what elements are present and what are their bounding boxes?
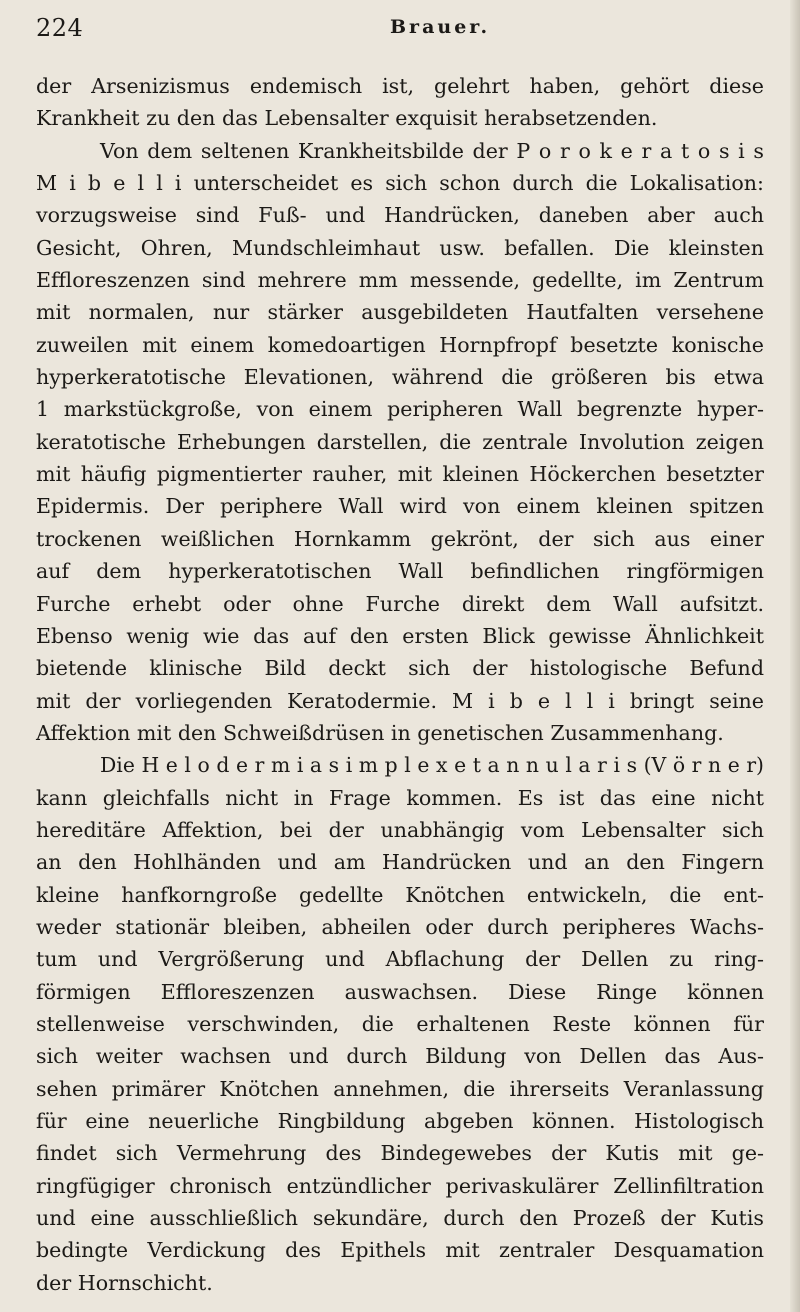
text-line: tum und Vergrößerung und Abflachung der Dellen zu ring-	[36, 947, 764, 972]
text-line: Die H e l o d e r m i a s i m p l e x e t a n n u l a r i s (V ö r n e r)	[100, 753, 764, 778]
text-line: 1 markstückgroße, von einem peripheren Wall begrenzte hyper-	[36, 397, 764, 422]
text-line: M i b e l l i unterscheidet es sich schon durch die Lokalisation:	[36, 171, 764, 196]
text-line: mit normalen, nur stärker ausgebildeten Hautfalten versehene	[36, 300, 764, 325]
text-line: ringfügiger chronisch entzündlicher perivaskulärer Zellinfiltration	[36, 1173, 764, 1198]
text-line: sehen primärer Knötchen annehmen, die ihrerseits Veranlassung	[36, 1076, 764, 1101]
text-line: förmigen Effloreszenzen auswachsen. Diese Ringe können	[36, 979, 764, 1004]
running-head: Brauer.	[390, 16, 491, 38]
text-line: hereditäre Affektion, bei der unabhängig vom Lebensalter sich	[36, 817, 764, 842]
text-line: vorzugsweise sind Fuß- und Handrücken, daneben aber auch	[36, 203, 764, 228]
text-line: Gesicht, Ohren, Mundschleimhaut usw. befallen. Die kleinsten	[36, 235, 764, 260]
text-line: Affektion mit den Schweißdrüsen in genetischen Zusammenhang.	[36, 720, 724, 745]
text-line: für eine neuerliche Ringbildung abgeben können. Histologisch	[36, 1109, 764, 1133]
text-line: mit der vorliegenden Keratodermie. M i b e l l i bringt seine	[36, 688, 764, 713]
text-line: Furche erhebt oder ohne Furche direkt dem Wall aufsitzt.	[36, 591, 764, 616]
text-line: bedingte Verdickung des Epithels mit zentraler Desquamation	[36, 1238, 764, 1263]
text-line: und eine ausschließlich sekundäre, durch den Prozeß der Kutis	[36, 1206, 764, 1231]
text-line: Epidermis. Der periphere Wall wird von einem kleinen spitzen	[36, 494, 764, 519]
text-line: kann gleichfalls nicht in Frage kommen. Es ist das eine nicht	[36, 785, 764, 810]
page-number: 224	[36, 14, 84, 42]
text-line: Ebenso wenig wie das auf den ersten Blick gewisse Ähnlichkeit	[36, 623, 764, 648]
text-line: weder stationär bleiben, abheilen oder durch peripheres Wachs-	[36, 914, 764, 939]
text-line: zuweilen mit einem komedoartigen Hornpfropf besetzte konische	[36, 332, 764, 357]
text-line: trockenen weißlichen Hornkamm gekrönt, der sich aus einer	[36, 526, 764, 551]
text-line: der Arsenizismus endemisch ist, gelehrt haben, gehört diese	[36, 74, 764, 98]
text-line: findet sich Vermehrung des Bindegewebes der Kutis mit ge-	[36, 1141, 764, 1166]
text-line: sich weiter wachsen und durch Bildung von Dellen das Aus-	[36, 1044, 764, 1069]
page-header	[36, 14, 760, 46]
text-line: Effloreszenzen sind mehrere mm messende, gedellte, im Zentrum	[36, 268, 764, 293]
text-line: keratotische Erhebungen darstellen, die zentrale Involution zeigen	[36, 429, 764, 454]
text-line: stellenweise verschwinden, die erhaltenen Reste können für	[36, 1011, 764, 1036]
text-line: an den Hohlhänden und am Handrücken und an den Fingern	[36, 850, 764, 875]
body-text	[36, 70, 764, 1299]
page-edge-shadow	[790, 0, 800, 1312]
text-line: Krankheit zu den das Lebensalter exquisit herabsetzenden.	[36, 106, 658, 131]
text-line: der Hornschicht.	[36, 1270, 213, 1295]
text-line: Von dem seltenen Krankheitsbilde der P o r o k e r a t o s i s	[100, 138, 764, 163]
text-line: kleine hanfkorngroße gedellte Knötchen entwickeln, die ent-	[36, 882, 764, 907]
text-line: auf dem hyperkeratotischen Wall befindlichen ringförmigen	[36, 559, 764, 584]
text-line: mit häufig pigmentierter rauher, mit kleinen Höckerchen besetzter	[36, 462, 764, 487]
text-line: bietende klinische Bild deckt sich der histologische Befund	[36, 656, 764, 681]
text-line: hyperkeratotische Elevationen, während die größeren bis etwa	[36, 365, 764, 390]
